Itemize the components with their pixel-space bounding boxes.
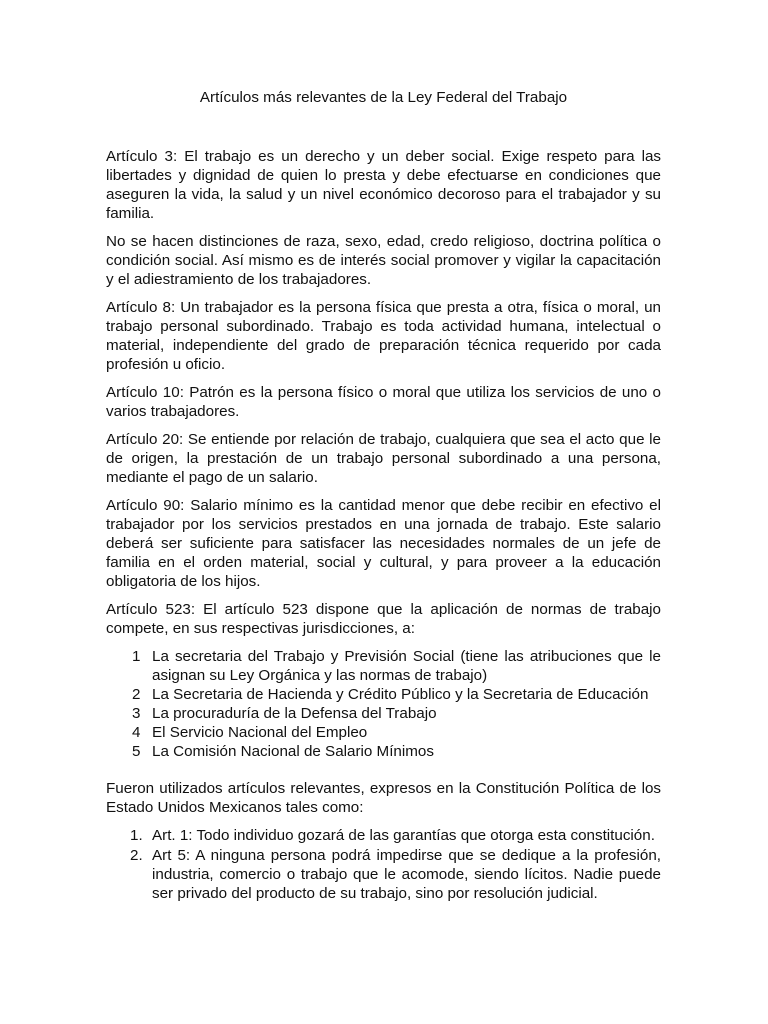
- list-item: [106, 742, 661, 761]
- list-item-number: 2: [132, 686, 141, 703]
- list-item-number: 3: [132, 705, 141, 722]
- list-item: [106, 647, 661, 685]
- paragraph-constitucion: Fueron utilizados artículos relevantes, expresos en la Constitución Política de los Estado Unidos Mexicanos tales como:: [106, 780, 661, 816]
- paragraph-articulo-20: Artículo 20: Se entiende por relación de trabajo, cualquiera que sea el acto que le de origen, la prestación de un trabajo personal subordinado a una persona, mediante el pago de un salario.: [106, 431, 661, 486]
- paragraph-articulo-10: Artículo 10: Patrón es la persona físico o moral que utiliza los servicios de uno o varios trabajadores.: [106, 384, 661, 420]
- list-item-text: La Secretaria de Hacienda y Crédito Público y la Secretaria de Educación: [152, 686, 649, 703]
- list-item: [106, 723, 661, 742]
- list-item-number: 4: [132, 724, 141, 741]
- list-item-text: La secretaria del Trabajo y Previsión Social (tiene las atribuciones que le asignan su Ley Orgánica y las normas de trabajo): [152, 648, 661, 684]
- list-item-number: 2.: [130, 847, 143, 864]
- list-item-number: 1.: [130, 827, 143, 844]
- list-item: [106, 704, 661, 723]
- list-item-text: La procuraduría de la Defensa del Trabajo: [152, 705, 437, 722]
- paragraph-articulo-90: Artículo 90: Salario mínimo es la cantidad menor que debe recibir en efectivo el trabajador por los servicios prestados en una jornada de trabajo. Este salario deberá ser suficiente para satisfacer las necesidades normales de un jefe de familia en el orden material, social y cultural, y para proveer a la educación obligatoria de los hijos.: [106, 497, 661, 590]
- list-item-text: Art. 1: Todo individuo gozará de las garantías que otorga esta constitución.: [152, 827, 655, 844]
- list-item-text: La Comisión Nacional de Salario Mínimos: [152, 743, 434, 760]
- document-page: [106, 88, 661, 912]
- list-item: [106, 846, 661, 903]
- list-item: [106, 826, 661, 845]
- document-title: Artículos más relevantes de la Ley Federal del Trabajo: [199, 89, 568, 106]
- list-item-number: 5: [132, 743, 141, 760]
- authorities-list: [106, 647, 661, 761]
- list-item: [106, 685, 661, 704]
- paragraph-articulo-523: Artículo 523: El artículo 523 dispone que la aplicación de normas de trabajo compete, en sus respectivas jurisdicciones, a:: [106, 601, 661, 637]
- list-item-number: 1: [132, 648, 141, 665]
- list-item-text: Art 5: A ninguna persona podrá impedirse que se dedique a la profesión, industria, comercio o trabajo que le acomode, siendo lícitos. Nadie puede ser privado del producto de su trabajo, sino por resolución judicial.: [152, 847, 661, 902]
- constitution-articles-list: [106, 826, 661, 903]
- paragraph-distinciones: No se hacen distinciones de raza, sexo, edad, credo religioso, doctrina política o condición social. Así mismo es de interés social promover y vigilar la capacitación y el adiestramiento de los trabajadores.: [106, 233, 661, 288]
- list-item-text: El Servicio Nacional del Empleo: [152, 724, 368, 741]
- paragraph-articulo-3: Artículo 3: El trabajo es un derecho y un deber social. Exige respeto para las libertades y dignidad de quien lo presta y debe efectuarse en condiciones que aseguren la vida, la salud y un nivel económico decoroso para el trabajador y su familia.: [106, 148, 661, 222]
- paragraph-articulo-8: Artículo 8: Un trabajador es la persona física que presta a otra, física o moral, un trabajo personal subordinado. Trabajo es toda actividad humana, intelectual o material, independiente del grado de preparación técnica requerido por cada profesión u oficio.: [106, 299, 661, 373]
